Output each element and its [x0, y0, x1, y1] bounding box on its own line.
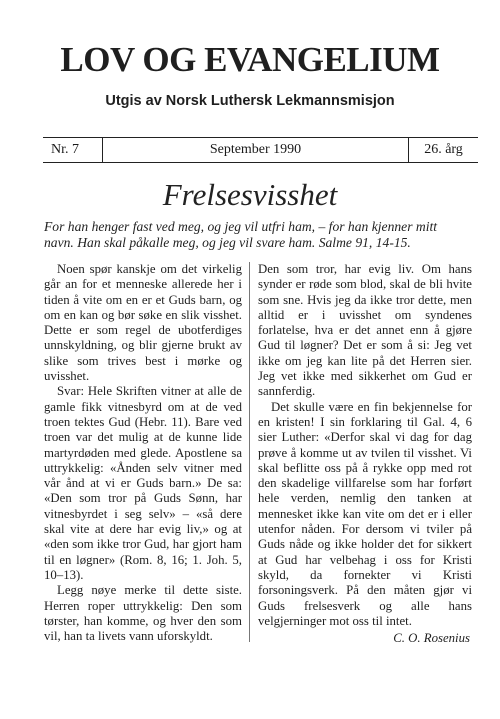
article-body — [44, 262, 480, 646]
article-lead-quote — [44, 219, 478, 251]
issue-info-bar — [43, 137, 478, 163]
masthead-subtitle: Utgis av Norsk Luthersk Lekmannsmisjon — [105, 93, 395, 109]
paragraph: Svar: Hele Skriften vitner at alle de gamle fikk vitnesbyrd om at de ved troen tektes Gud (Hebr. 11). Bare ved troen var det mulig at de kunne lide martyrdøden med glede. Apostlene sa uttrykkelig: «Ånden selv vitner med vår ånd at vi er Guds barn.» De sa: «Den som tror på Guds Sønn, har vitnesbyrdet i seg selv» – «så dere skal vite at dere har evig liv,» og at «den som ikke tror Gud, har gjort ham til en løgner» (Rom. 8, 16; 1. Joh. 5, 10–13). — [44, 384, 242, 582]
issue-date: September 1990 — [209, 142, 302, 157]
right-column — [250, 262, 472, 646]
issue-number: Nr. 7 — [43, 138, 103, 162]
author-signature: C. O. Rosenius — [393, 631, 470, 646]
lead-line: navn. Han skal påkalle meg, og jeg vil svare ham. Salme 91, 14-15. — [44, 235, 411, 250]
paragraph: Legg nøye merke til dette siste. Herren roper uttrykkelig: Den som tørster, han komme, og hver den som vil, han ta livets vann uforskyldt. — [44, 583, 242, 644]
masthead-title: LOV OG EVANGELIUM — [60, 40, 440, 79]
paragraph: Noen spør kanskje om det virkelig går an for et menneske allerede her i tiden å vite om en er et Guds barn, og om en kan og bør søke en slik visshet. Dette er som regel de ubotferdiges unnskyldning, og blir gjerne brukt av slike som trives best i mørke og uvisshet. — [44, 262, 242, 384]
issue-volume: 26. årg — [408, 138, 478, 162]
paragraph: Den som tror, har evig liv. Om hans synder er røde som blod, skal de bli hvite som sne. Hvis jeg da ikke tror dette, men alltid er i uvisshet om syndenes forlatelse, hva er det annet enn å gjøre Gud til løgner? Det er som å si: Jeg vet ikke om jeg kan lite på det Herren sier. Jeg vet ikke med sikkerhet om Gud er sannferdig. — [258, 262, 472, 399]
left-column — [44, 262, 250, 642]
paragraph: Det skulle være en fin bekjennelse for en kristen! I sin forklaring til Gal. 4, 6 sier Luther: «Derfor skal vi dag for dag prøve å komme ut av tvilen til visshet. Vi skal beflitte oss på å rykke opp med rot den skadelige villfarelse som har forført hele verden, nemlig den tanken at mennesket ikke kan vite om det er i eller utenfor nåden. For dersom vi tviler på Guds nåde og ikke holder det for sikkert at Gud har velbehag i oss for Kristi skyld, da fornekter vi Kristi forsoningsverk. På den måten gjør vi Guds frelsesverk og alle hans velgjerninger mot oss til intet. — [258, 399, 472, 628]
article-title: Frelsesvisshet — [162, 177, 338, 212]
lead-line: For han henger fast ved meg, og jeg vil utfri ham, – for han kjenner mitt — [44, 219, 438, 234]
